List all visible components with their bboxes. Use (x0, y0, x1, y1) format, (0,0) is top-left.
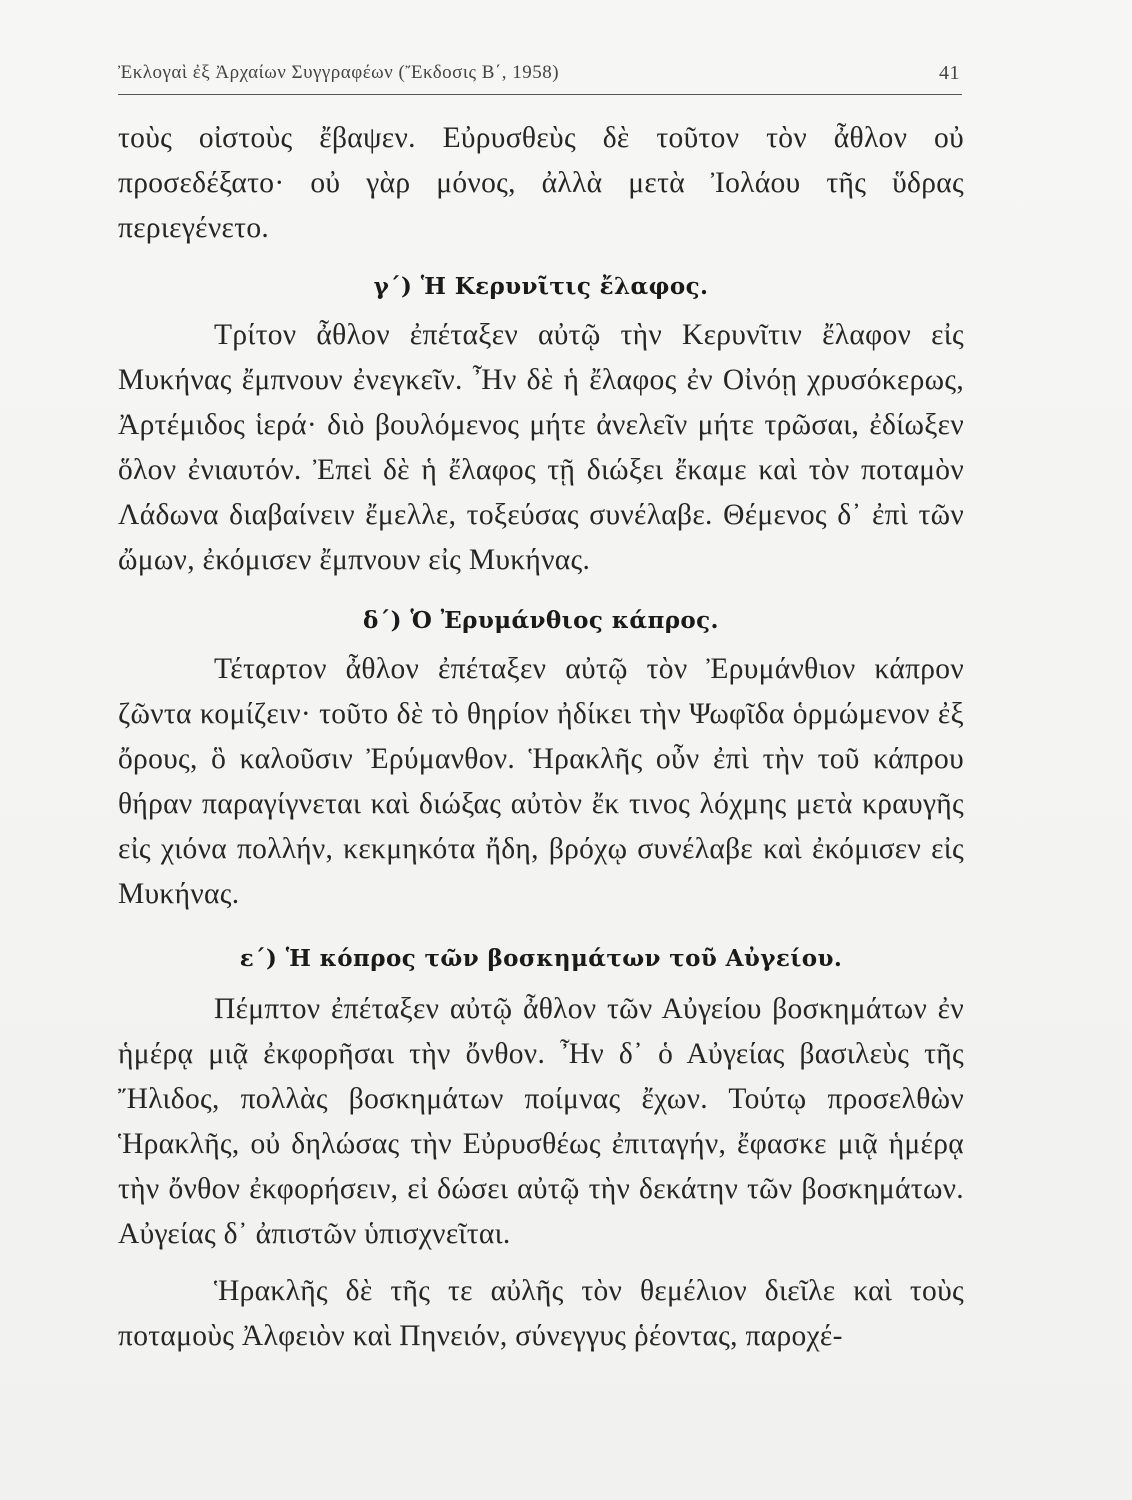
paragraph-ceryneian-hind: Τρίτον ἆθλον ἐπέταξεν αὐτῷ τὴν Κερυνῖτιν ἔλαφον εἰς Μυκήνας ἔμπνουν ἐνεγκεῖν. Ἦν δὲ ἡ ἔλαφος ἐν Οἰνόῃ χρυσόκερως, Ἀρτέμιδος ἱερά· διὸ βουλόμενος μήτε ἀνελεῖν μήτε τρῶσαι, ἐδίωξεν ὅλον ἐνιαυτόν. Ἐπεὶ δὲ ἡ ἔλαφος τῇ διώξει ἔκαμε καὶ τὸν ποταμὸν Λάδωνα διαβαίνειν ἔμελλε, τοξεύσας συνέλαβε. Θέμενος δ᾽ ἐπὶ τῶν ὤμων, ἐκόμισεν ἔμπνουν εἰς Μυκήνας. (118, 319, 964, 576)
paragraph-erymanthian-boar: Τέταρτον ἆθλον ἐπέταξεν αὐτῷ τὸν Ἐρυμάνθιον κάπρον ζῶντα κομίζειν· τοῦτο δὲ τὸ θηρίον ἠδίκει τὴν Ψωφῖδα ὁρμώμενον ἐξ ὄρους, ὃ καλοῦσιν Ἐρύμανθον. Ἡρακλῆς οὖν ἐπὶ τὴν τοῦ κάπρου θήραν παραγίγνεται καὶ διώξας αὐτὸν ἔκ τινος λόχμης μετὰ κραυγῆς εἰς χιόνα πολλήν, κεκμηκότα ἤδη, βρόχῳ συνέλαβε καὶ ἐκόμισεν εἰς Μυκήνας. (118, 653, 964, 910)
section-heading-ceryneian-hind: γ΄) Ἡ Κερυνῖτις ἔλαφος. (373, 273, 709, 300)
page-number: 41 (939, 62, 960, 84)
paragraph-hydra-ending: τοὺς οἰστοὺς ἔβαψεν. Εὐρυσθεὺς δὲ τοῦτον τὸν ἆθλον οὐ προσεδέξατο· οὐ γὰρ μόνος, ἀλλὰ μετὰ Ἰολάου τῆς ὕδρας περιεγένετο. (118, 122, 964, 244)
running-head (118, 58, 962, 95)
page-body (118, 116, 964, 1359)
paragraph-river-diversion: Ἡρακλῆς δὲ τῆς τε αὐλῆς τὸν θεμέλιον διεῖλε καὶ τοὺς ποταμοὺς Ἀλφειὸν καὶ Πηνειόν, σύνεγγυς ῥέοντας, παροχέ- (118, 1275, 964, 1352)
paragraph-augean-stables: Πέμπτον ἐπέταξεν αὐτῷ ἆθλον τῶν Αὐγείου βοσκημάτων ἐν ἡμέρᾳ μιᾷ ἐκφορῆσαι τὴν ὄνθον. Ἦν δ᾽ ὁ Αὐγείας βασιλεὺς τῆς Ἤλιδος, πολλὰς βοσκημάτων ποίμνας ἔχων. Τούτῳ προσελθὼν Ἡρακλῆς, οὐ δηλώσας τὴν Εὐρυσθέως ἐπιταγήν, ἔφασκε μιᾷ ἡμέρᾳ τὴν ὄνθον ἐκφορήσειν, εἰ δώσει αὐτῷ τὴν δεκάτην τῶν βοσκημάτων. Αὐγείας δ᾽ ἀπιστῶν ὑπισχνεῖται. (118, 993, 964, 1250)
section-heading-augean-stables: ε΄) Ἡ κόπρος τῶν βοσκημάτων τοῦ Αὐγείου. (239, 945, 843, 972)
running-head-title: Ἐκλογαὶ ἐξ Ἀρχαίων Συγγραφέων (Ἔκδοσις Β΄, 1958) (118, 62, 560, 83)
section-heading-erymanthian-boar: δ΄) Ὁ Ἐρυμάνθιος κάπρος. (363, 607, 719, 634)
